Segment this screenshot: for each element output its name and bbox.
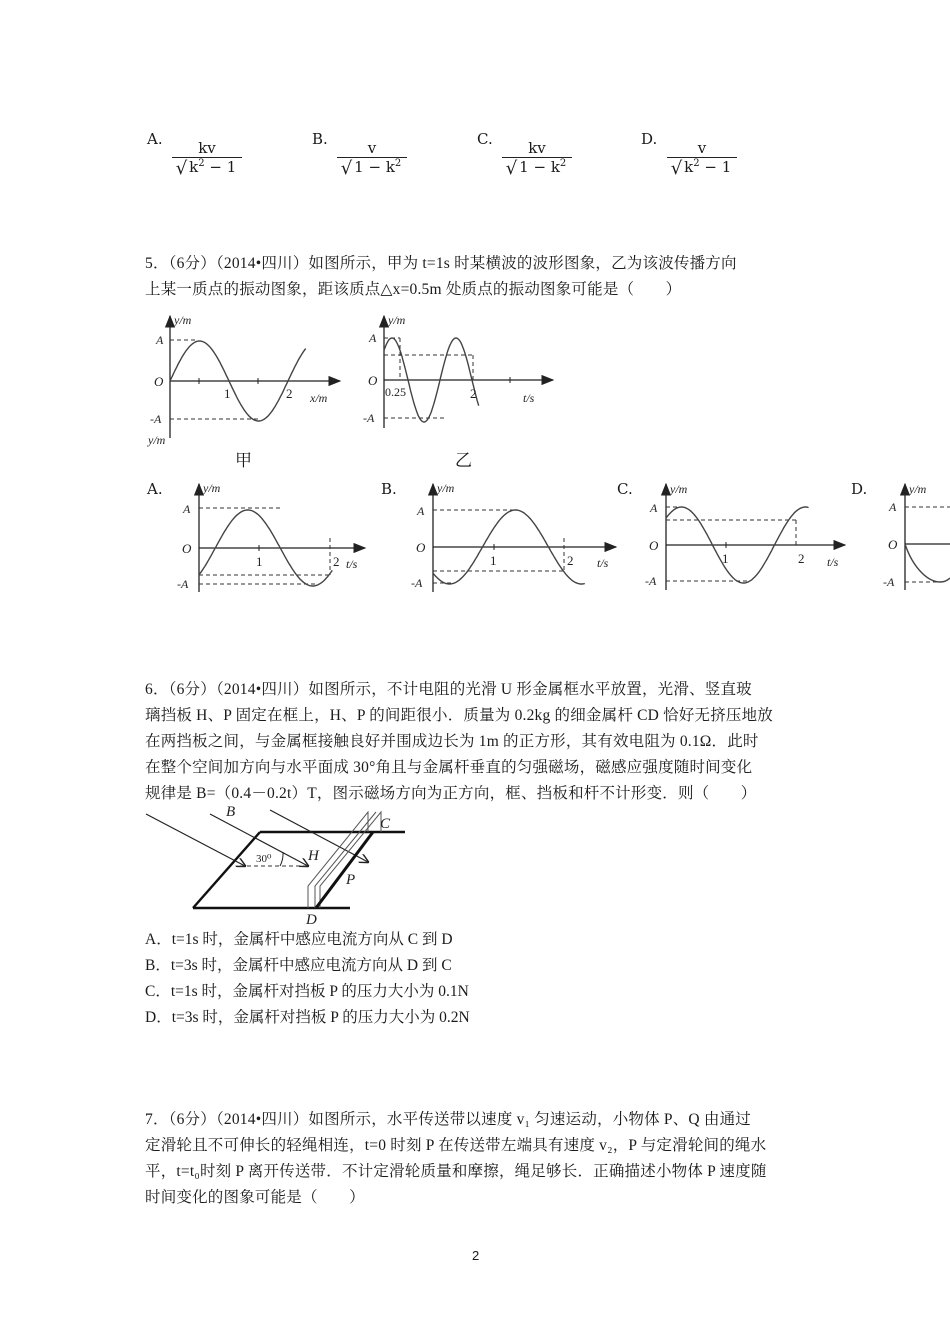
exponent: 2 (394, 158, 402, 169)
tick-2: 2 (798, 551, 805, 566)
q6-text-line-3: 在两挡板之间，与金属框接触良好并围成边长为 1m 的正方形，其有效电阻为 0.1Ω．此时 (145, 733, 759, 750)
y-axis-label: y/m (670, 482, 688, 496)
numerator: v (367, 139, 377, 157)
tick-2: 2 (333, 554, 340, 569)
neg-amplitude-label: -A (363, 411, 375, 425)
label-d: D (306, 912, 317, 928)
q5-option-c-graph[interactable] (640, 478, 850, 598)
q6-choice-b[interactable]: B．t=3s 时，金属杆中感应电流方向从 D 到 C (145, 957, 452, 974)
q6-text-line-4: 在整个空间加方向与水平面成 30°角且与金属杆垂直的匀强磁场，磁感应强度随时间变化 (145, 759, 753, 776)
neg-amplitude-label: -A (883, 575, 895, 589)
origin-label: O (182, 541, 192, 556)
q4-option-d-formula: v √ $k^2 - 1$ (667, 139, 737, 179)
x-axis-label: t/s (523, 391, 535, 405)
q4-option-c-formula: kv √ $1 - k^2$ (502, 139, 572, 179)
tick-1: 1 (722, 551, 729, 566)
tick-0-25: 0.25 (385, 385, 406, 399)
q6-figure-u-frame (140, 800, 420, 930)
label-angle: 30⁰ (256, 853, 272, 865)
radicand-tail: − 1 (204, 158, 237, 176)
neg-amplitude-label: -A (411, 576, 423, 590)
q5-option-c-label[interactable]: C. (617, 480, 633, 498)
q7-text-line-2: 定滑轮且不可伸长的轻绳相连，t=0 时刻 P 在传送带左端具有速度 v₂，P 与定滑轮间的绳水 (145, 1137, 767, 1154)
y-axis-label: y/m (203, 481, 221, 495)
q5-option-b-label[interactable]: B. (381, 480, 397, 498)
x-axis-label: t/s (346, 557, 358, 571)
amplitude-label: A (369, 331, 377, 345)
q6-text-line-5: 规律是 B=（0.4－0.2t）T，图示磁场方向为正方向，框、挡板和杆不计形变．则（ ） (145, 785, 757, 802)
q5-option-d-label[interactable]: D. (851, 480, 868, 498)
q6-choice-c[interactable]: C．t=1s 时，金属杆对挡板 P 的压力大小为 0.1N (145, 983, 469, 1000)
radicand: 1 − k (519, 158, 560, 176)
radicand-tail: − 1 (699, 158, 732, 176)
tick-2: 2 (567, 553, 574, 568)
x-axis-label: t/s (597, 556, 609, 570)
exponent: 2 (559, 158, 567, 169)
q4-option-a-label: A. (147, 130, 163, 148)
numerator: v (697, 139, 707, 157)
label-b: B (226, 804, 236, 820)
exponent: 2 (693, 158, 700, 169)
neg-amplitude-label: -A (177, 577, 189, 591)
origin-label: O (416, 540, 426, 555)
stray-y-label: y/m (148, 433, 166, 447)
label-p: P (346, 872, 356, 888)
origin-label: O (888, 537, 898, 552)
numerator: kv (528, 139, 546, 157)
q5-figure-jia (140, 310, 355, 450)
amplitude-label: A (183, 502, 191, 516)
origin-label: O (649, 538, 659, 553)
y-axis-label: y/m (388, 313, 406, 327)
x-axis-label: t/s (827, 555, 839, 569)
q7-text-line-3: 平，t=t₀时刻 P 离开传送带．不计定滑轮质量和摩擦，绳足够长．正确描述小物体 P 速度随 (145, 1163, 767, 1180)
origin-label: O (154, 374, 164, 389)
y-axis-label: y/m (174, 313, 192, 327)
x-axis-label: x/m (310, 391, 328, 405)
radicand: k (189, 158, 199, 176)
q5-text-line-2: 上某一质点的振动图象，距该质点△x=0.5m 处质点的振动图象可能是（ ） (145, 281, 682, 298)
neg-amplitude-label: -A (150, 412, 162, 426)
amplitude-label: A (417, 504, 425, 518)
q4-option-b-formula: v √ $1 - k^2$ (337, 139, 407, 179)
caption-jia: 甲 (235, 451, 252, 471)
tick-2: 2 (286, 386, 293, 401)
neg-amplitude-label: -A (645, 574, 657, 588)
exponent: 2 (198, 158, 205, 169)
amplitude-label: A (156, 333, 164, 347)
label-c: C (380, 816, 391, 832)
q6-text-line-2: 璃挡板 H、P 固定在框上，H、P 的间距很小．质量为 0.2kg 的细金属杆 CD 恰好无挤压地放 (145, 707, 774, 724)
tick-1: 1 (256, 554, 263, 569)
tick-1: 1 (490, 553, 497, 568)
q6-choice-d[interactable]: D．t=3s 时，金属杆对挡板 P 的压力大小为 0.2N (145, 1009, 470, 1026)
q5-option-a-label[interactable]: A. (147, 480, 163, 498)
q6-choice-a[interactable]: A．t=1s 时，金属杆中感应电流方向从 C 到 D (145, 931, 453, 948)
q5-option-b-graph[interactable] (404, 478, 620, 598)
amplitude-label: A (889, 500, 897, 514)
q4-option-b-label: B. (312, 130, 328, 148)
q4-option-d-label: D. (641, 130, 658, 148)
caption-yi: 乙 (455, 451, 472, 471)
tick-1: 1 (224, 386, 231, 401)
q5-option-a-graph[interactable] (170, 478, 370, 598)
radicand: k (684, 158, 694, 176)
q6-text-line-1: 6．（6分）（2014•四川）如图所示，不计电阻的光滑 U 形金属框水平放置，光滑、竖直玻 (145, 681, 752, 698)
q7-text-line-1: 7．（6分）（2014•四川）如图所示，水平传送带以速度 v₁ 匀速运动，小物体 P、Q 由通过 (145, 1111, 751, 1128)
q5-text-line-1: 5．（6分）（2014•四川）如图所示，甲为 t=1s 时某横波的波形图象，乙为该波传播方向 (145, 255, 737, 272)
q7-text-line-4: 时间变化的图象可能是（ ） (145, 1189, 365, 1206)
radicand: 1 − k (354, 158, 395, 176)
q5-option-d-graph[interactable] (878, 478, 950, 598)
y-axis-label: y/m (909, 482, 927, 496)
amplitude-label: A (650, 501, 658, 515)
numerator: kv (198, 139, 216, 157)
q4-option-c-label: C. (477, 130, 493, 148)
page-number: 2 (472, 1248, 480, 1263)
label-h: H (308, 848, 319, 864)
y-axis-label: y/m (437, 481, 455, 495)
q4-option-a-formula: kv √ $k^2 - 1$ (172, 139, 242, 179)
origin-label: O (368, 373, 378, 388)
q5-figure-yi (355, 310, 560, 440)
tick-2: 2 (470, 386, 477, 401)
